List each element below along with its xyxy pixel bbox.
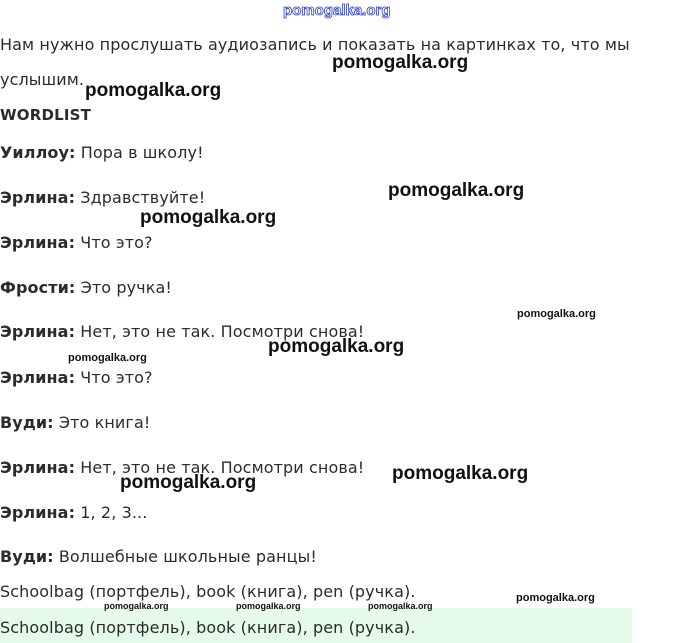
speaker-text: Что это? xyxy=(75,233,153,252)
speaker-name: Уиллоу: xyxy=(0,143,76,162)
speaker-name: Фрости: xyxy=(0,278,76,297)
watermark: pomogalka.org xyxy=(85,80,222,101)
answer-line: Schoolbag (портфель), book (книга), pen (ручка). xyxy=(0,582,416,601)
speaker-name: Эрлина: xyxy=(0,503,76,522)
intro-line-1: Нам нужно прослушать аудиозапись и показать на картинках то, что мы xyxy=(0,35,630,54)
watermark: pomogalka.org xyxy=(120,472,257,493)
speaker-text: Что это? xyxy=(75,368,153,387)
dialogue-line xyxy=(0,188,205,207)
dialogue-line xyxy=(0,278,172,297)
watermark: pomogalka.org xyxy=(368,601,433,611)
speaker-text: Это ручка! xyxy=(75,278,172,297)
speaker-name: Вуди: xyxy=(0,413,54,432)
watermark: pomogalka.org xyxy=(388,180,525,201)
answer-line-highlighted: Schoolbag (портфель), book (книга), pen (ручка). xyxy=(0,618,416,637)
speaker-name: Эрлина: xyxy=(0,458,76,477)
dialogue-line xyxy=(0,547,317,566)
dialogue-line xyxy=(0,413,150,432)
watermark: pomogalka.org xyxy=(517,308,596,320)
speaker-text: Нет, это не так. Посмотри снова! xyxy=(75,322,365,341)
watermark-top: pomogalka.org xyxy=(283,2,391,19)
speaker-text: 1, 2, 3... xyxy=(75,503,148,522)
dialogue-line xyxy=(0,503,147,522)
speaker-name: Вуди: xyxy=(0,547,54,566)
speaker-name: Эрлина: xyxy=(0,322,76,341)
speaker-text: Пора в школу! xyxy=(75,143,204,162)
watermark: pomogalka.org xyxy=(104,601,169,611)
speaker-name: Эрлина: xyxy=(0,233,76,252)
watermark: pomogalka.org xyxy=(140,207,277,228)
watermark: pomogalka.org xyxy=(332,52,469,73)
watermark: pomogalka.org xyxy=(392,463,529,484)
speaker-text: Здравствуйте! xyxy=(75,188,206,207)
speaker-text: Нет, это не так. Посмотри снова! xyxy=(75,458,365,477)
dialogue-line xyxy=(0,368,153,387)
speaker-name: Эрлина: xyxy=(0,188,76,207)
watermark: pomogalka.org xyxy=(516,592,595,604)
speaker-name: Эрлина: xyxy=(0,368,76,387)
watermark: pomogalka.org xyxy=(268,336,405,357)
watermark: pomogalka.org xyxy=(236,601,301,611)
watermark: pomogalka.org xyxy=(68,352,147,364)
wordlist-heading: WORDLIST xyxy=(0,106,92,124)
speaker-text: Это книга! xyxy=(53,413,151,432)
dialogue-line xyxy=(0,233,153,252)
intro-line-2: услышим. xyxy=(0,70,85,89)
speaker-text: Волшебные школьные ранцы! xyxy=(53,547,317,566)
dialogue-line xyxy=(0,143,204,162)
